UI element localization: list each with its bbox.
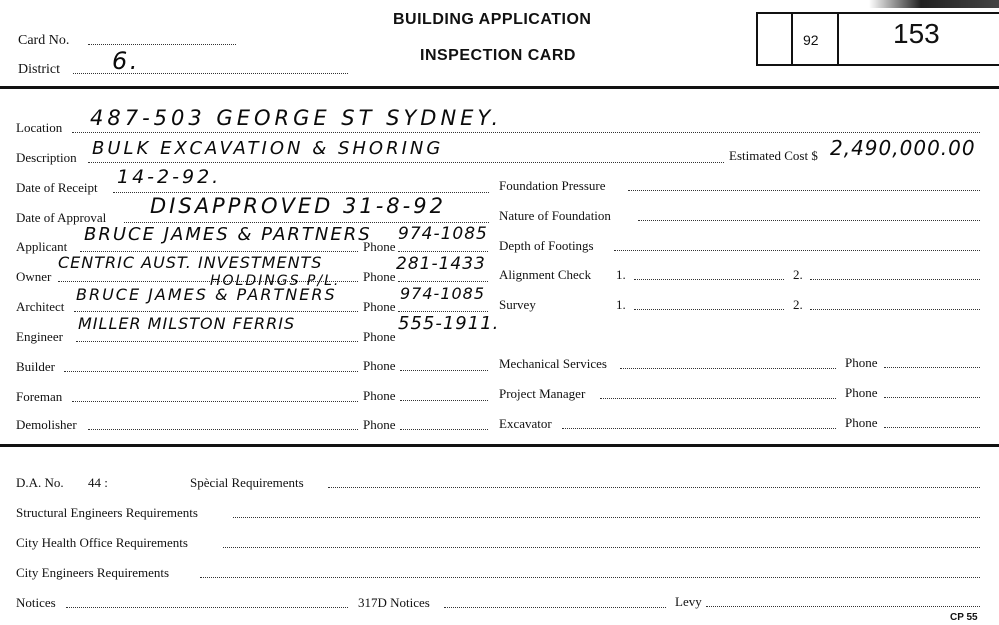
applicant-label: Applicant xyxy=(16,239,68,254)
survey-2-field[interactable] xyxy=(810,309,980,310)
form-code: CP 55 xyxy=(950,612,978,623)
excavator-phone-label: Phone xyxy=(845,415,878,430)
notices-317d-label: 317D Notices xyxy=(358,595,430,610)
applicant-field[interactable] xyxy=(80,251,358,252)
top-rule xyxy=(0,86,999,89)
architect-phone-label: Phone xyxy=(363,299,396,314)
location-label: Location xyxy=(16,120,63,135)
foreman-label: Foreman xyxy=(16,389,63,404)
estimated-cost-label: Estimated Cost $ xyxy=(729,148,818,163)
notices-field[interactable] xyxy=(66,607,348,608)
estimated-cost-value: 2,490,000.00 xyxy=(830,136,976,160)
builder-phone-label: Phone xyxy=(363,358,396,373)
notices-label: Notices xyxy=(16,595,56,610)
district-label: District xyxy=(18,62,60,77)
applicant-value: BRUCE JAMES & PARTNERS xyxy=(84,224,372,245)
mechanical-label: Mechanical Services xyxy=(499,356,607,371)
engineer-label: Engineer xyxy=(16,329,63,344)
location-field[interactable] xyxy=(72,132,980,133)
nature-of-foundation-label: Nature of Foundation xyxy=(499,208,611,223)
location-value: 487-503 GEORGE ST SYDNEY. xyxy=(90,106,503,130)
box-divider-2 xyxy=(837,14,839,64)
owner-phone-field[interactable] xyxy=(398,281,488,282)
survey-label: Survey xyxy=(499,297,536,312)
architect-phone-value: 974-1085 xyxy=(400,284,486,303)
owner-value: CENTRIC AUST. INVESTMENTS xyxy=(58,253,323,272)
architect-field[interactable] xyxy=(74,311,358,312)
engineer-value: MILLER MILSTON FERRIS xyxy=(78,314,296,333)
project-manager-label: Project Manager xyxy=(499,386,586,401)
receipt-value: 14-2-92. xyxy=(117,166,222,188)
district-value: 6. xyxy=(112,47,140,75)
title-line-1: BUILDING APPLICATION xyxy=(393,11,592,28)
description-field[interactable] xyxy=(88,162,724,163)
health-requirements-label: City Health Office Requirements xyxy=(16,535,188,550)
architect-label: Architect xyxy=(16,299,65,314)
applicant-phone-label: Phone xyxy=(363,239,396,254)
alignment-check-1-label: 1. xyxy=(616,267,626,282)
structural-requirements-label: Structural Engineers Requirements xyxy=(16,505,198,520)
scan-mark xyxy=(869,0,999,8)
da-no-label: D.A. No. xyxy=(16,475,64,490)
depth-of-footings-field[interactable] xyxy=(614,250,980,251)
demolisher-phone-label: Phone xyxy=(363,417,396,432)
alignment-check-1-field[interactable] xyxy=(634,279,784,280)
description-label: Description xyxy=(16,150,77,165)
da-no-value: 44 : xyxy=(88,475,108,490)
health-requirements-field[interactable] xyxy=(223,547,980,548)
city-engineers-requirements-label: City Engineers Requirements xyxy=(16,565,170,580)
foundation-pressure-label: Foundation Pressure xyxy=(499,178,606,193)
levy-label: Levy xyxy=(675,594,702,609)
survey-1-label: 1. xyxy=(616,297,626,312)
approval-label: Date of Approval xyxy=(16,210,107,225)
depth-of-footings-label: Depth of Footings xyxy=(499,238,594,253)
foundation-pressure-field[interactable] xyxy=(628,190,980,191)
notices-317d-field[interactable] xyxy=(444,607,666,608)
survey-1-field[interactable] xyxy=(634,309,784,310)
builder-phone-field[interactable] xyxy=(400,370,488,371)
alignment-check-2-label: 2. xyxy=(793,267,803,282)
foreman-phone-field[interactable] xyxy=(400,400,488,401)
builder-label: Builder xyxy=(16,359,55,374)
architect-phone-field[interactable] xyxy=(398,311,488,312)
levy-field[interactable] xyxy=(706,606,980,607)
alignment-check-label: Alignment Check xyxy=(499,267,592,282)
special-requirements-label: Spècial Requirements xyxy=(190,475,304,490)
foreman-field[interactable] xyxy=(72,401,358,402)
demolisher-field[interactable] xyxy=(88,429,358,430)
project-manager-field[interactable] xyxy=(600,398,836,399)
receipt-field[interactable] xyxy=(113,192,489,193)
card-no-field[interactable] xyxy=(88,44,236,45)
approval-value: DISAPPROVED 31-8-92 xyxy=(150,194,446,218)
project-manager-phone-label: Phone xyxy=(845,385,878,400)
excavator-label: Excavator xyxy=(499,416,552,431)
excavator-field[interactable] xyxy=(562,428,836,429)
mechanical-phone-label: Phone xyxy=(845,355,878,370)
owner-phone-label: Phone xyxy=(363,269,396,284)
special-requirements-field[interactable] xyxy=(328,487,980,488)
title-line-2: INSPECTION CARD xyxy=(420,47,576,64)
builder-field[interactable] xyxy=(64,371,358,372)
owner-label: Owner xyxy=(16,269,52,284)
receipt-label: Date of Receipt xyxy=(16,180,98,195)
nature-of-foundation-field[interactable] xyxy=(638,220,980,221)
foreman-phone-label: Phone xyxy=(363,388,396,403)
mechanical-phone-field[interactable] xyxy=(884,367,980,368)
engineer-phone-label: Phone xyxy=(363,329,396,344)
excavator-phone-field[interactable] xyxy=(884,427,980,428)
structural-requirements-field[interactable] xyxy=(233,517,980,518)
city-engineers-requirements-field[interactable] xyxy=(200,577,980,578)
mechanical-field[interactable] xyxy=(620,368,836,369)
engineer-phone-value: 555-1911. xyxy=(398,313,500,334)
description-value: BULK EXCAVATION & SHORING xyxy=(92,138,444,159)
owner-phone-value: 281-1433 xyxy=(396,254,486,274)
engineer-field[interactable] xyxy=(76,341,358,342)
card-no-label: Card No. xyxy=(18,33,70,48)
project-manager-phone-field[interactable] xyxy=(884,397,980,398)
box-divider-1 xyxy=(791,14,793,64)
demolisher-label: Demolisher xyxy=(16,417,77,432)
applicant-phone-field[interactable] xyxy=(398,251,488,252)
owner-value-line2: HOLDINGS P/L. xyxy=(210,273,341,289)
applicant-phone-value: 974-1085 xyxy=(398,224,488,244)
box-number: 153 xyxy=(893,18,940,49)
alignment-check-2-field[interactable] xyxy=(810,279,980,280)
architect-value: BRUCE JAMES & PARTNERS xyxy=(76,285,337,304)
box-year: 92 xyxy=(803,32,819,48)
approval-field[interactable] xyxy=(124,222,489,223)
survey-2-label: 2. xyxy=(793,297,803,312)
demolisher-phone-field[interactable] xyxy=(400,429,488,430)
middle-rule xyxy=(0,444,999,447)
